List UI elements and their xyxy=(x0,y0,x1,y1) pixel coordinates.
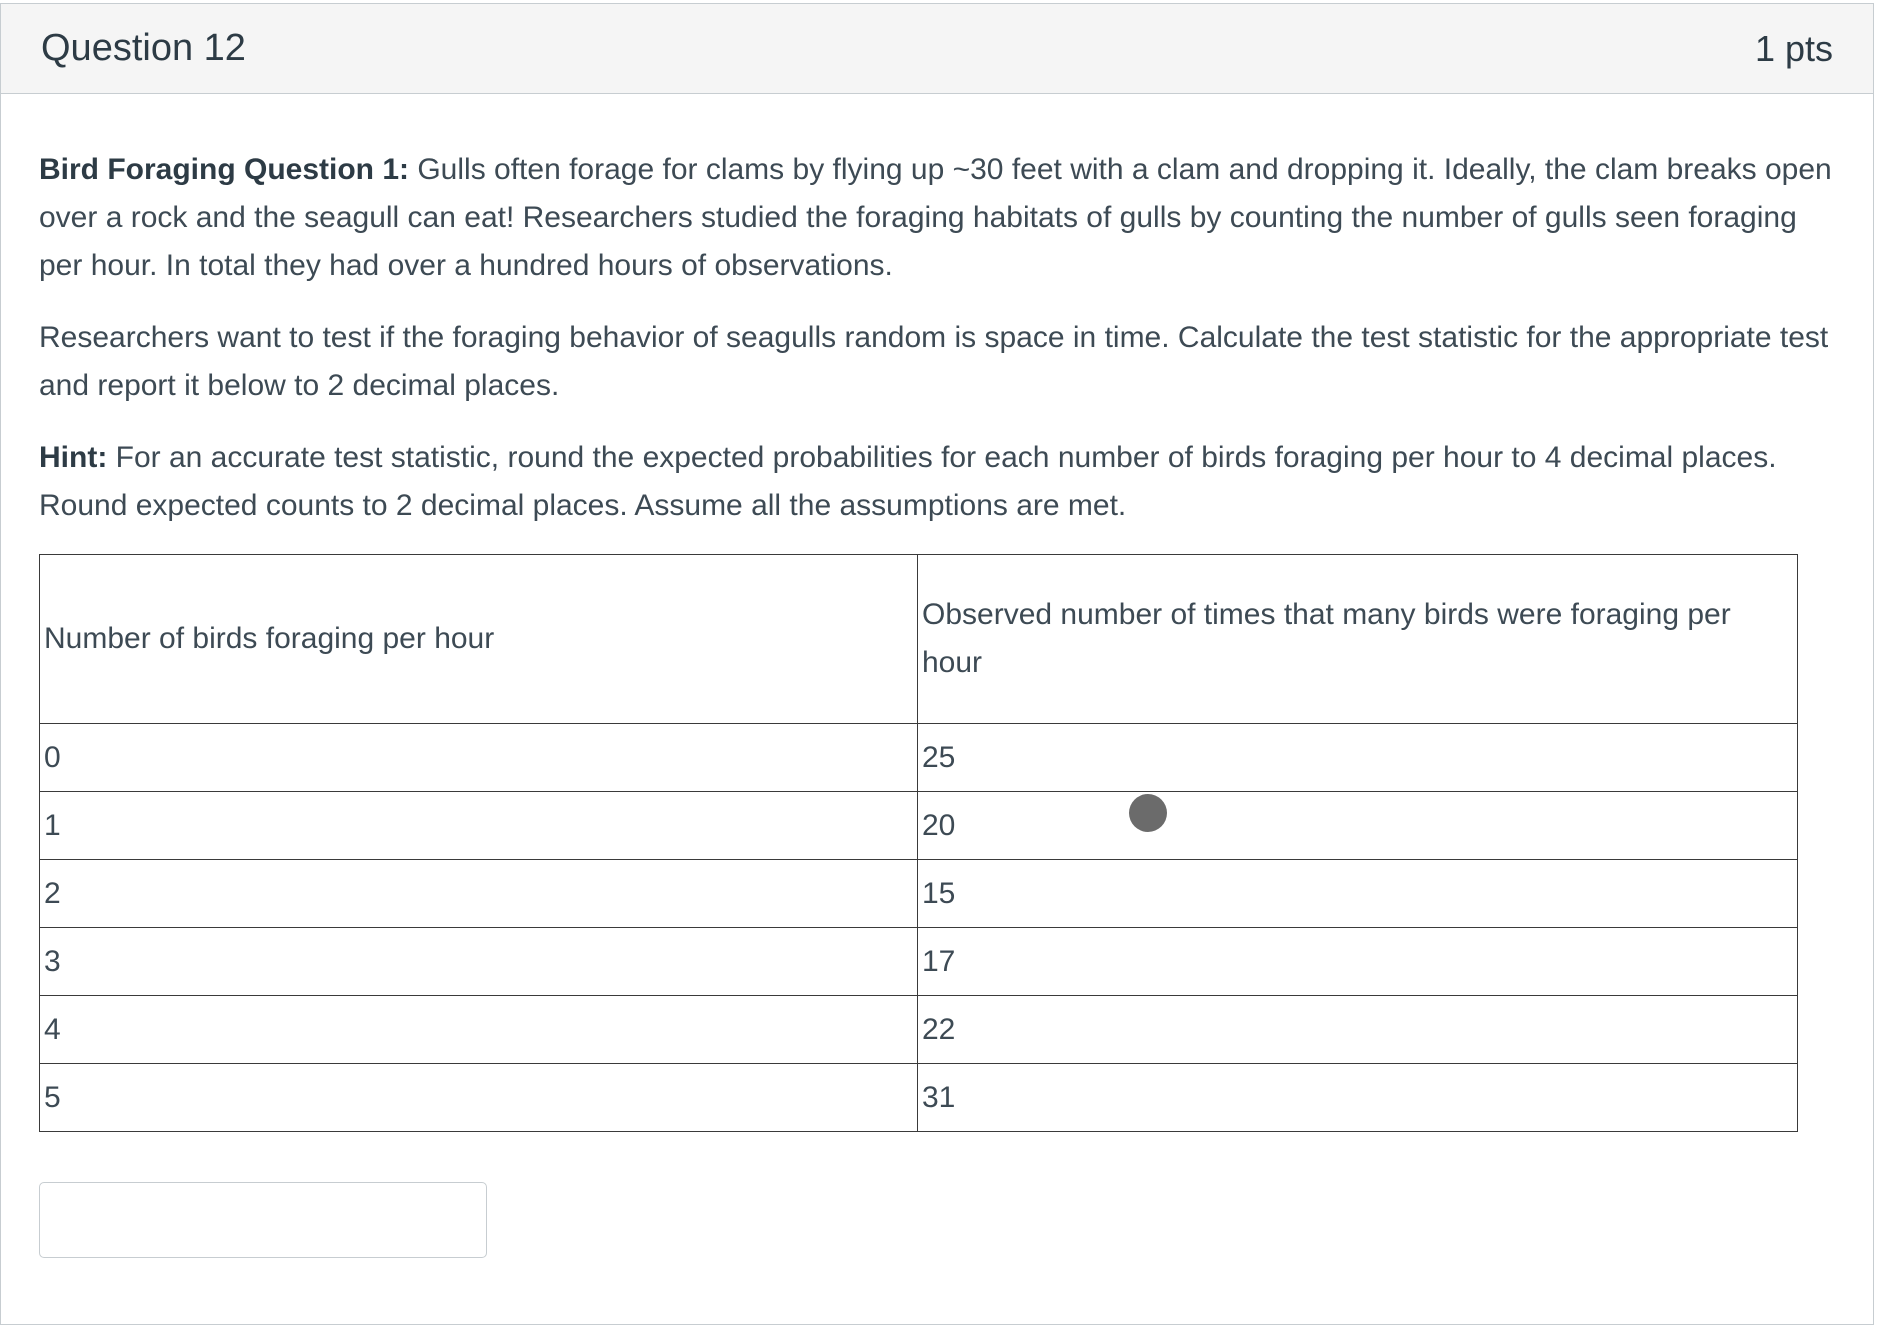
question-title: Question 12 xyxy=(41,27,246,69)
table-cell-observed: 22 xyxy=(918,996,1798,1064)
question-points: 1 pts xyxy=(1754,27,1833,69)
table-cell-birds: 4 xyxy=(40,996,918,1064)
mouse-cursor-indicator xyxy=(1129,794,1167,832)
table-row xyxy=(40,996,1798,1064)
table-cell-observed: 31 xyxy=(918,1064,1798,1132)
table-row xyxy=(40,928,1798,996)
question-paragraph-2: Researchers want to test if the foraging behavior of seagulls random is space in time. Calculate the test statistic for the appropriate test and report it below to 2 decimal places. xyxy=(39,321,1829,402)
hint-label: Hint: xyxy=(39,441,108,474)
table-cell-birds: 3 xyxy=(40,928,918,996)
question-label: Bird Foraging Question 1: xyxy=(39,153,410,186)
table-cell-observed: 17 xyxy=(918,928,1798,996)
question-paragraph-1-text: Gulls often forage for clams by flying up ~30 feet with a clam and dropping it. Ideally, the clam breaks open over a rock and the seagull can eat! Researchers studied the foraging habitats of gulls by counting the number of gulls seen foraging per hour. In total they had over a hundred hours of observations. xyxy=(39,153,1832,282)
table-header-cell: Number of birds foraging per hour xyxy=(40,555,918,724)
table-row xyxy=(40,724,1798,792)
hint-paragraph xyxy=(39,434,1835,530)
table-row xyxy=(40,792,1798,860)
question-body xyxy=(1,94,1873,1258)
table-row xyxy=(40,1064,1798,1132)
hint-text: For an accurate test statistic, round the expected probabilities for each number of birds foraging per hour to 4 decimal places. Round expected counts to 2 decimal places. Assume all the assumptions are met. xyxy=(39,441,1777,522)
table-row xyxy=(40,860,1798,928)
table-cell-birds: 2 xyxy=(40,860,918,928)
table-cell-observed: 15 xyxy=(918,860,1798,928)
table-cell-birds: 1 xyxy=(40,792,918,860)
table-cell-observed: 20 xyxy=(918,792,1798,860)
question-header xyxy=(1,4,1873,94)
question-paragraph-1 xyxy=(39,146,1835,290)
answer-input[interactable] xyxy=(39,1182,487,1258)
table-cell-birds: 0 xyxy=(40,724,918,792)
foraging-data-table xyxy=(39,554,1798,1132)
table-header-row xyxy=(40,555,1798,724)
table-cell-observed: 25 xyxy=(918,724,1798,792)
table-header-cell: Observed number of times that many birds were foraging per hour xyxy=(918,555,1798,724)
question-card xyxy=(0,3,1874,1325)
table-cell-birds: 5 xyxy=(40,1064,918,1132)
